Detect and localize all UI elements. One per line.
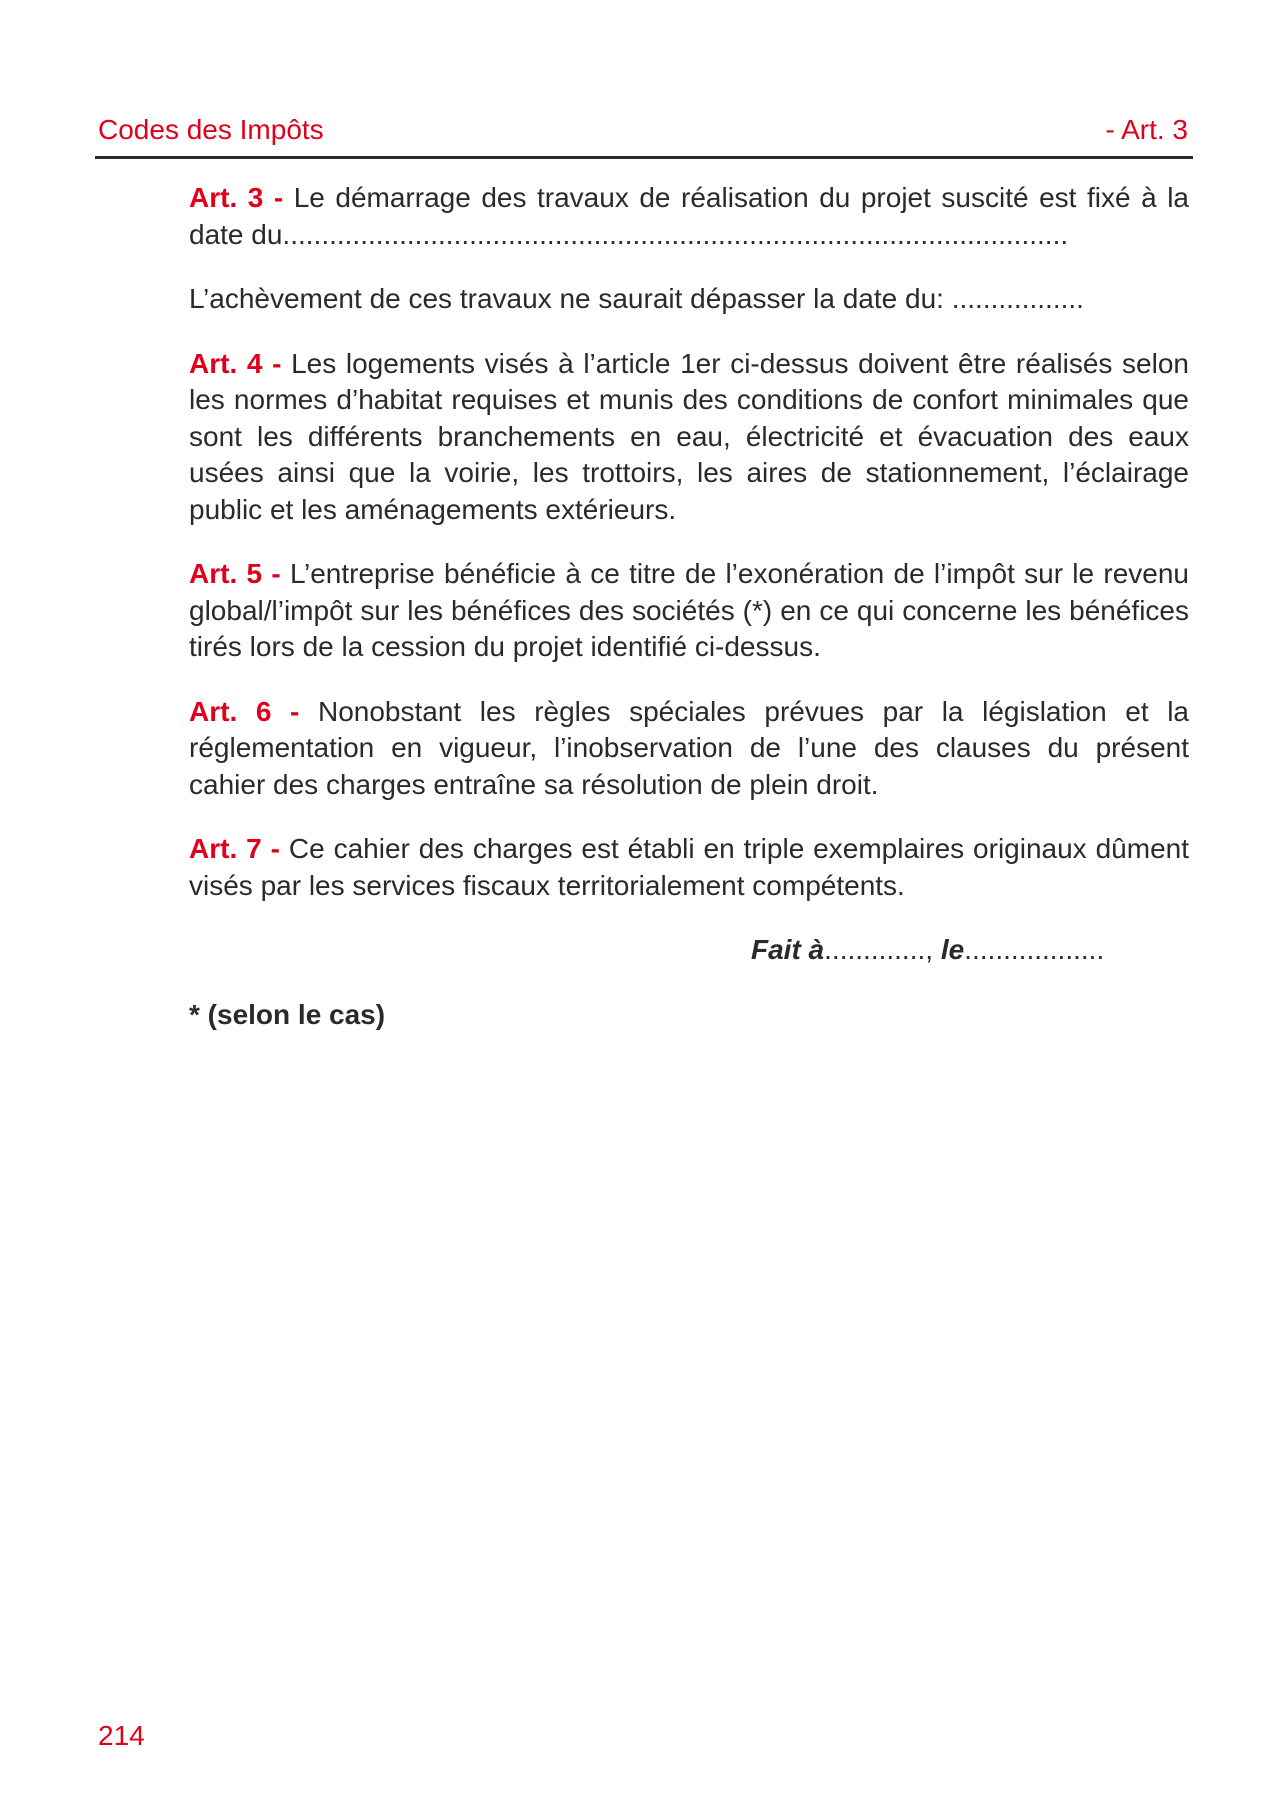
footnote: * (selon le cas) <box>189 998 386 1030</box>
article-3-completion <box>189 281 1189 318</box>
article-label: Art. 6 - <box>189 695 300 727</box>
signature-date-blank: .................. <box>964 934 1105 965</box>
article-text: Les logements visés à l’article 1er ci-dessus doivent être réalisés selon les normes d’habitat requises et munis des conditions de confort minimales que sont les différents branchements en eau, électricité et évacuation des eaux usées ainsi que la voirie, les trottoirs, les aires de stationnement, l’éclairage public et les aménagements extérieurs. <box>189 347 1189 525</box>
article-text: L’entreprise bénéficie à ce titre de l’exonération de l’impôt sur le revenu global/l’impôt sur les bénéfices des sociétés (*) en ce qui concerne les bénéfices tirés lors de la cession du projet identifié ci-dessus. <box>189 558 1189 662</box>
article-3 <box>189 180 1189 253</box>
article-label: Art. 5 - <box>189 558 281 589</box>
document-body <box>189 180 1189 1061</box>
header-book-title: Codes des Impôts <box>98 114 324 145</box>
signature-place-label: Fait à <box>751 934 825 965</box>
article-7 <box>189 831 1189 904</box>
article-text: L’achèvement de ces travaux ne saurait dépasser la date du: ................. <box>189 283 1084 314</box>
article-text: Nonobstant les règles spéciales prévues par la législation et la réglementation en vigueur, l’inobservation de l’une des clauses du présent cahier des charges entraîne sa résolution de plein droit. <box>189 695 1189 800</box>
article-6 <box>189 694 1189 804</box>
signature-date-label: le <box>940 934 965 965</box>
article-4 <box>189 346 1189 529</box>
article-text: Ce cahier des charges est établi en triple exemplaires originaux dûment visés par les services fiscaux territorialement compétents. <box>189 833 1189 901</box>
signature-line <box>189 932 1189 969</box>
page-header <box>98 110 1188 150</box>
header-article-ref: - Art. 3 <box>1105 114 1188 145</box>
signature-place-blank: ............., <box>824 934 934 965</box>
page-number: 214 <box>98 1720 145 1751</box>
article-label: Art. 4 - <box>189 347 282 379</box>
article-label: Art. 3 - <box>189 182 284 213</box>
article-label: Art. 7 - <box>189 833 280 864</box>
article-text: Le démarrage des travaux de réalisation du projet suscité est fixé à la date du..................................................................................................... <box>189 182 1189 250</box>
article-5 <box>189 556 1189 666</box>
header-divider <box>95 156 1193 159</box>
